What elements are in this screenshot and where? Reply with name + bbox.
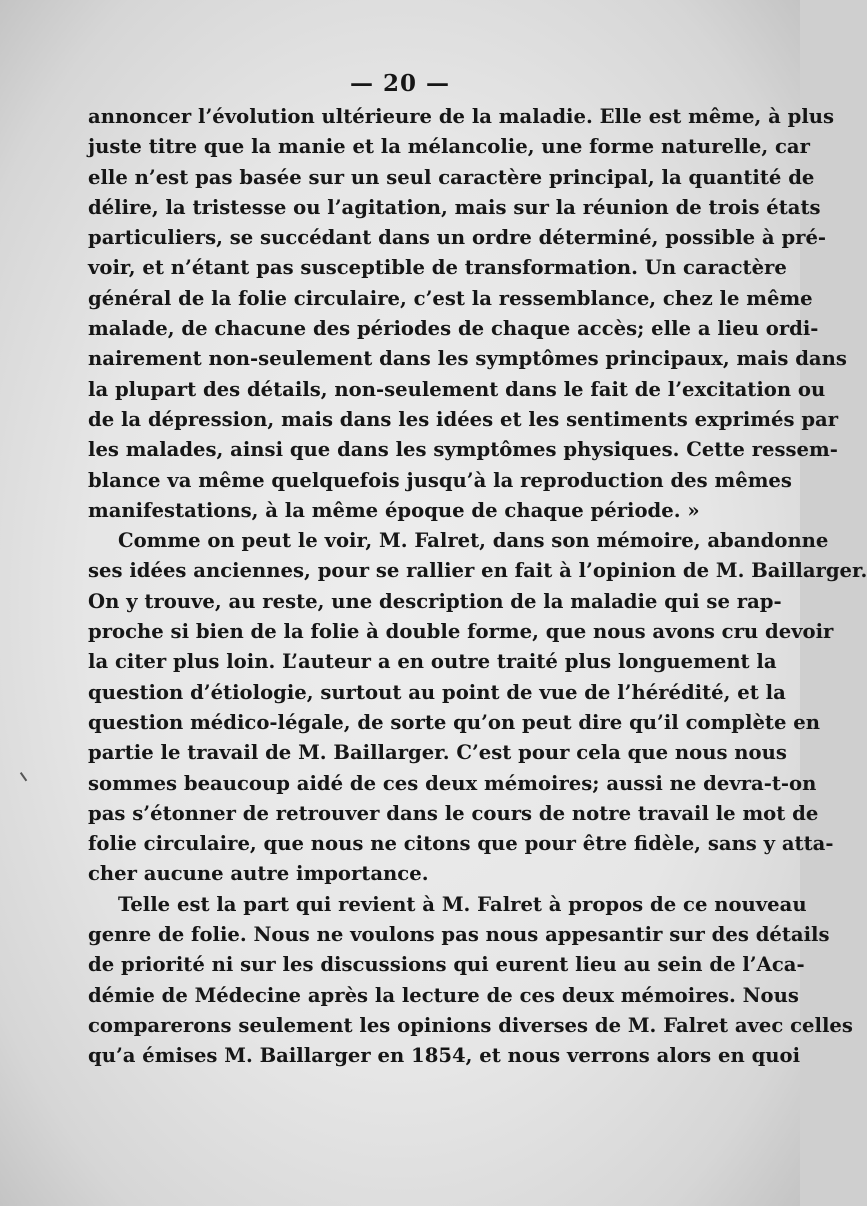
text-line: malade, de chacune des périodes de chaque accès; elle a lieu ordi- [88, 317, 819, 341]
text-line: qu’a émises M. Baillarger en 1854, et nous verrons alors en quoi [88, 1044, 801, 1068]
page-number: — 20 — [349, 70, 451, 97]
stray-ink-mark [20, 769, 32, 782]
text-line: manifestations, à la même époque de chaque période. » [88, 498, 700, 522]
text-line: folie circulaire, que nous ne citons que pour être fidèle, sans y atta- [88, 832, 834, 856]
text-line: sommes beaucoup aidé de ces deux mémoires; aussi ne devra-t-on [88, 771, 817, 795]
text-line: Telle est la part qui revient à M. Falret à propos de ce nouveau [118, 892, 807, 916]
text-line: partie le travail de M. Baillarger. C’est pour cela que nous nous [88, 741, 787, 765]
text-line: voir, et n’étant pas susceptible de transformation. Un caractère [88, 256, 787, 280]
text-line: annoncer l’évolution ultérieure de la maladie. Elle est même, à plus [88, 105, 835, 128]
text-line: la plupart des détails, non-seulement dans le fait de l’excitation ou [88, 377, 826, 401]
text-line: cher aucune autre importance. [88, 862, 429, 886]
text-line: juste titre que la manie et la mélancolie, une forme naturelle, car [88, 135, 810, 159]
body-text [88, 102, 867, 1072]
text-line: question d’étiologie, surtout au point de vue de l’hérédité, et la [88, 680, 786, 704]
text-line: genre de folie. Nous ne voulons pas nous appesantir sur des détails [88, 923, 830, 947]
text-line: ses idées anciennes, pour se rallier en fait à l’opinion de M. Baillarger. [88, 559, 867, 583]
text-line: les malades, ainsi que dans les symptômes physiques. Cette ressem- [88, 438, 838, 462]
text-line: proche si bien de la folie à double forme, que nous avons cru devoir [88, 620, 834, 644]
text-line: pas s’étonner de retrouver dans le cours de notre travail le mot de [88, 801, 819, 825]
text-line: général de la folie circulaire, c’est la ressemblance, chez le même [88, 286, 813, 310]
paragraph [88, 526, 867, 890]
text-line: comparerons seulement les opinions diverses de M. Falret avec celles [88, 1013, 853, 1037]
paragraph [88, 102, 847, 526]
text-line: nairement non-seulement dans les symptômes principaux, mais dans [88, 347, 847, 371]
text-line: particuliers, se succédant dans un ordre déterminé, possible à pré- [88, 226, 827, 250]
text-line: question médico-légale, de sorte qu’on peut dire qu’il complète en [88, 710, 820, 734]
text-line: délire, la tristesse ou l’agitation, mais sur la réunion de trois états [88, 195, 821, 219]
text-line: blance va même quelquefois jusqu’à la reproduction des mêmes [88, 468, 792, 492]
text-line: elle n’est pas basée sur un seul caractère principal, la quantité de [88, 165, 815, 189]
text-line: Comme on peut le voir, M. Falret, dans son mémoire, abandonne [118, 529, 829, 553]
text-line: démie de Médecine après la lecture de ces deux mémoires. Nous [88, 983, 799, 1007]
text-line: de la dépression, mais dans les idées et les sentiments exprimés par [88, 407, 839, 431]
text-line: On y trouve, au reste, une description de la maladie qui se rap- [88, 589, 782, 613]
text-line: de priorité ni sur les discussions qui eurent lieu au sein de l’Aca- [88, 953, 805, 977]
text-line: la citer plus loin. L’auteur a en outre traité plus longuement la [88, 650, 777, 674]
paragraph [88, 890, 853, 1072]
